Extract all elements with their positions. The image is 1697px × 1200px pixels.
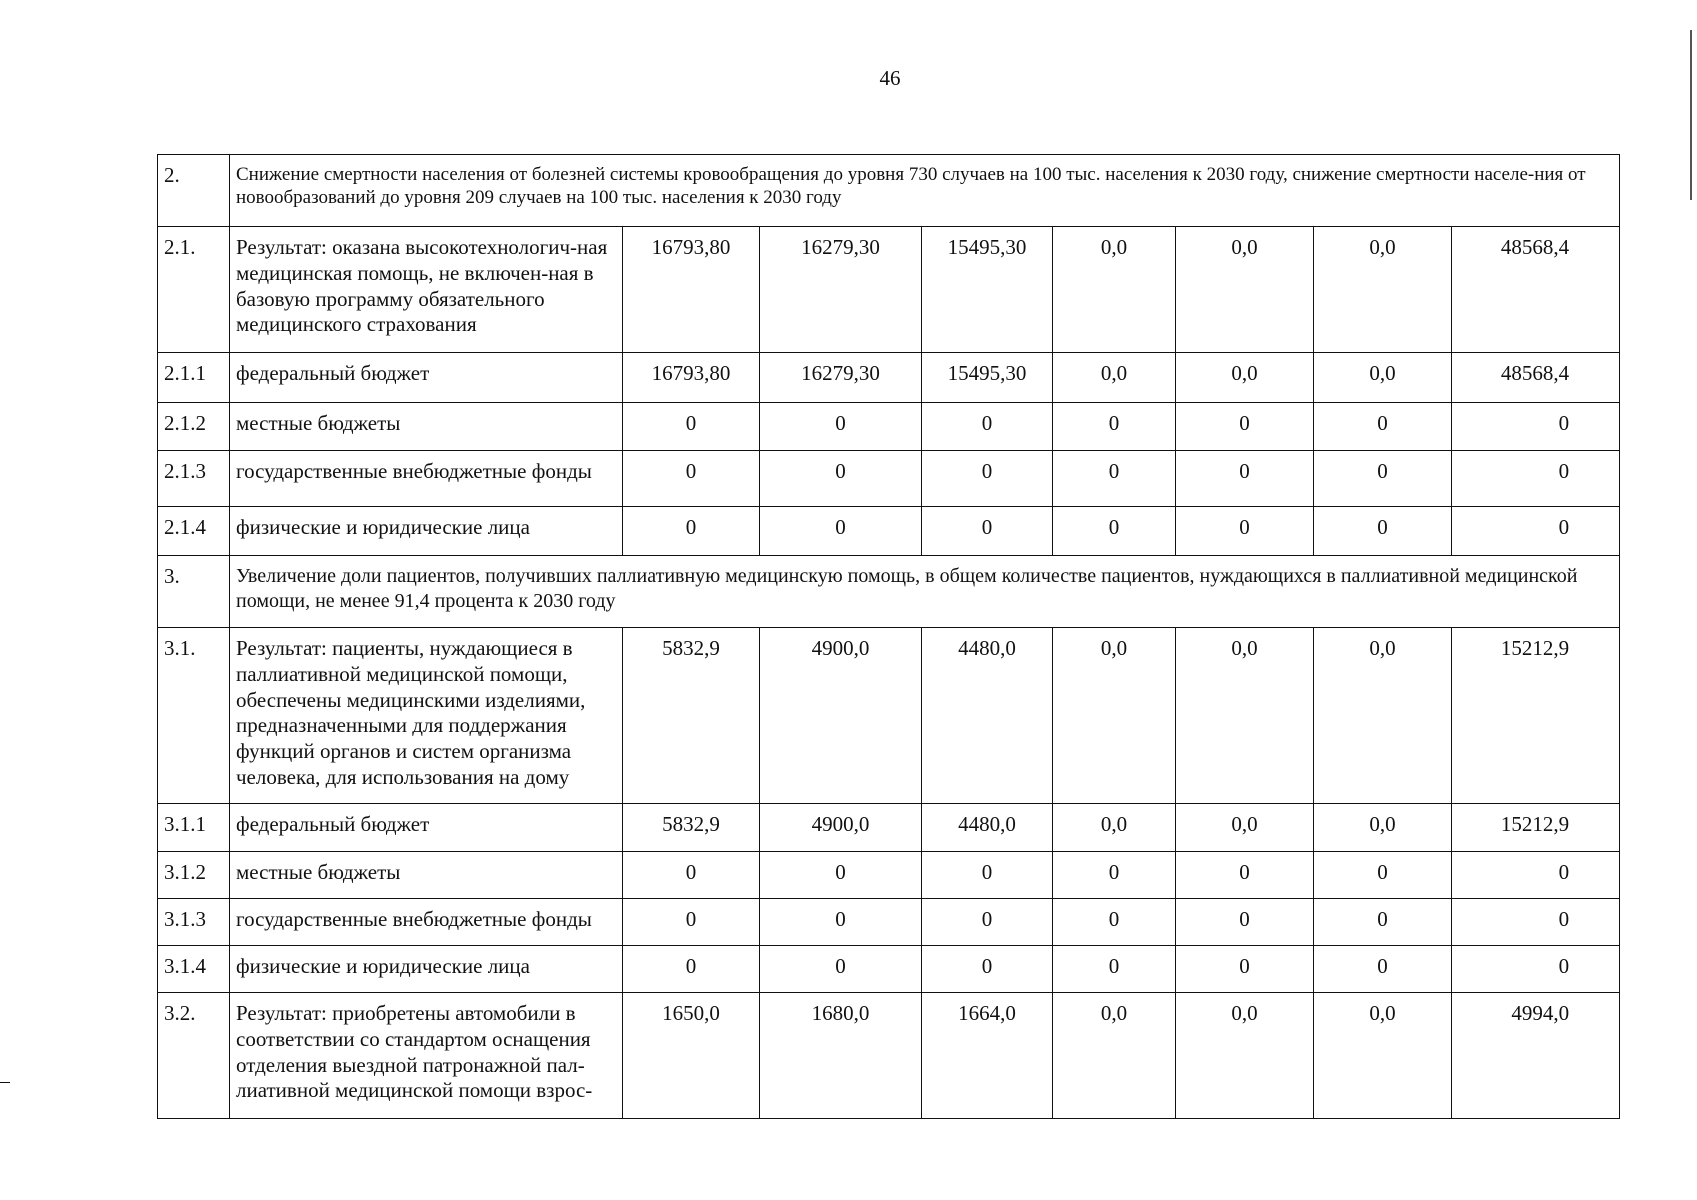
- table-row: [158, 852, 1620, 899]
- value-cell: 0,0: [1176, 353, 1314, 403]
- value-cell: 0: [922, 403, 1053, 451]
- value-cell: 0,0: [1053, 993, 1176, 1119]
- value-cell: 0: [760, 451, 922, 507]
- total-cell: 0: [1452, 852, 1620, 899]
- value-cell: 0: [623, 946, 760, 993]
- table-row: [158, 227, 1620, 353]
- value-cell: 0: [922, 451, 1053, 507]
- row-label: государственные внебюджетные фонды: [230, 451, 623, 507]
- table-row: [158, 899, 1620, 946]
- row-label: физические и юридические лица: [230, 507, 623, 556]
- goal-row: [158, 556, 1620, 628]
- value-cell: 0: [1176, 451, 1314, 507]
- margin-mark: [0, 1082, 10, 1083]
- value-cell: 0: [1314, 507, 1452, 556]
- row-label: федеральный бюджет: [230, 353, 623, 403]
- row-code: 3.1.3: [158, 899, 230, 946]
- value-cell: 0: [623, 507, 760, 556]
- row-label: местные бюджеты: [230, 403, 623, 451]
- value-cell: 0: [1053, 451, 1176, 507]
- value-cell: 4900,0: [760, 628, 922, 804]
- total-cell: 48568,4: [1452, 227, 1620, 353]
- goal-text: Увеличение доли пациентов, получивших паллиативную медицинскую помощь, в общем количестве пациентов, нуждающихся в паллиативной медицинской помощи, не менее 91,4 процента к 2030 году: [230, 556, 1620, 628]
- value-cell: 0: [623, 451, 760, 507]
- row-code: 3.: [158, 556, 230, 628]
- total-cell: 15212,9: [1452, 628, 1620, 804]
- value-cell: 0: [1053, 403, 1176, 451]
- table-row: [158, 353, 1620, 403]
- value-cell: 0,0: [1053, 353, 1176, 403]
- value-cell: 0: [1314, 899, 1452, 946]
- row-code: 2.: [158, 155, 230, 227]
- value-cell: 0: [760, 403, 922, 451]
- value-cell: 0: [760, 946, 922, 993]
- value-cell: 0,0: [1314, 227, 1452, 353]
- value-cell: 0: [1053, 946, 1176, 993]
- table-row: [158, 946, 1620, 993]
- value-cell: 0: [1053, 507, 1176, 556]
- value-cell: 0: [760, 852, 922, 899]
- value-cell: 0: [623, 403, 760, 451]
- value-cell: 0: [1314, 403, 1452, 451]
- value-cell: 0: [1314, 451, 1452, 507]
- total-cell: 0: [1452, 451, 1620, 507]
- value-cell: 0: [922, 507, 1053, 556]
- value-cell: 0: [1314, 946, 1452, 993]
- value-cell: 0: [922, 946, 1053, 993]
- total-cell: 15212,9: [1452, 804, 1620, 852]
- value-cell: 16793,80: [623, 227, 760, 353]
- value-cell: 0,0: [1053, 227, 1176, 353]
- row-code: 2.1.: [158, 227, 230, 353]
- value-cell: 0: [1176, 899, 1314, 946]
- value-cell: 4480,0: [922, 628, 1053, 804]
- value-cell: 0: [1176, 852, 1314, 899]
- value-cell: 16279,30: [760, 227, 922, 353]
- value-cell: 0,0: [1176, 227, 1314, 353]
- value-cell: 0: [1176, 946, 1314, 993]
- scan-edge: [1690, 30, 1692, 200]
- value-cell: 4900,0: [760, 804, 922, 852]
- value-cell: 0: [922, 899, 1053, 946]
- row-label: Результат: приобретены автомобили в соответствии со стандартом оснащения отделения выездной патронажной пал-лиативной медицинской помощи взрос-: [230, 993, 623, 1119]
- value-cell: 15495,30: [922, 227, 1053, 353]
- total-cell: 4994,0: [1452, 993, 1620, 1119]
- row-code: 3.2.: [158, 993, 230, 1119]
- row-code: 2.1.2: [158, 403, 230, 451]
- table-row: [158, 507, 1620, 556]
- value-cell: 0: [1053, 852, 1176, 899]
- value-cell: 0,0: [1314, 804, 1452, 852]
- table-row: [158, 451, 1620, 507]
- value-cell: 4480,0: [922, 804, 1053, 852]
- total-cell: 0: [1452, 507, 1620, 556]
- value-cell: 1680,0: [760, 993, 922, 1119]
- value-cell: 0,0: [1314, 628, 1452, 804]
- value-cell: 16793,80: [623, 353, 760, 403]
- table-row: [158, 993, 1620, 1119]
- row-code: 3.1.1: [158, 804, 230, 852]
- row-label: Результат: пациенты, нуждающиеся в паллиативной медицинской помощи, обеспечены медицинскими изделиями, предназначенными для поддержания функций органов и систем организма человека, для использования на дому: [230, 628, 623, 804]
- value-cell: 0: [1176, 403, 1314, 451]
- value-cell: 0: [1176, 507, 1314, 556]
- table-row: [158, 628, 1620, 804]
- value-cell: 0,0: [1053, 628, 1176, 804]
- value-cell: 0,0: [1176, 804, 1314, 852]
- row-code: 3.1.: [158, 628, 230, 804]
- value-cell: 0,0: [1314, 353, 1452, 403]
- row-code: 2.1.4: [158, 507, 230, 556]
- value-cell: 0: [760, 507, 922, 556]
- row-label: Результат: оказана высокотехнологич-ная медицинская помощь, не включен-ная в базовую программу обязательного медицинского страхования: [230, 227, 623, 353]
- row-code: 2.1.1: [158, 353, 230, 403]
- goal-text: Снижение смертности населения от болезней системы кровообращения до уровня 730 случаев на 100 тыс. населения к 2030 году, снижение смертности населе-ния от новообразований до уровня 209 случаев на 100 тыс. населения к 2030 году: [230, 155, 1620, 227]
- value-cell: 16279,30: [760, 353, 922, 403]
- row-label: государственные внебюджетные фонды: [230, 899, 623, 946]
- value-cell: 0: [623, 899, 760, 946]
- table-row: [158, 804, 1620, 852]
- value-cell: 0,0: [1176, 993, 1314, 1119]
- value-cell: 15495,30: [922, 353, 1053, 403]
- value-cell: 0,0: [1176, 628, 1314, 804]
- goal-row: [158, 155, 1620, 227]
- total-cell: 0: [1452, 946, 1620, 993]
- value-cell: 0: [922, 852, 1053, 899]
- value-cell: 5832,9: [623, 804, 760, 852]
- page-number: 46: [879, 66, 901, 90]
- value-cell: 1664,0: [922, 993, 1053, 1119]
- row-code: 3.1.4: [158, 946, 230, 993]
- value-cell: 0: [1314, 852, 1452, 899]
- total-cell: 48568,4: [1452, 353, 1620, 403]
- value-cell: 0,0: [1314, 993, 1452, 1119]
- row-label: федеральный бюджет: [230, 804, 623, 852]
- total-cell: 0: [1452, 899, 1620, 946]
- value-cell: 0: [623, 852, 760, 899]
- total-cell: 0: [1452, 403, 1620, 451]
- row-code: 2.1.3: [158, 451, 230, 507]
- value-cell: 5832,9: [623, 628, 760, 804]
- budget-table: [157, 154, 1620, 1119]
- value-cell: 0: [760, 899, 922, 946]
- table-row: [158, 403, 1620, 451]
- value-cell: 0,0: [1053, 804, 1176, 852]
- row-label: физические и юридические лица: [230, 946, 623, 993]
- row-label: местные бюджеты: [230, 852, 623, 899]
- value-cell: 1650,0: [623, 993, 760, 1119]
- value-cell: 0: [1053, 899, 1176, 946]
- row-code: 3.1.2: [158, 852, 230, 899]
